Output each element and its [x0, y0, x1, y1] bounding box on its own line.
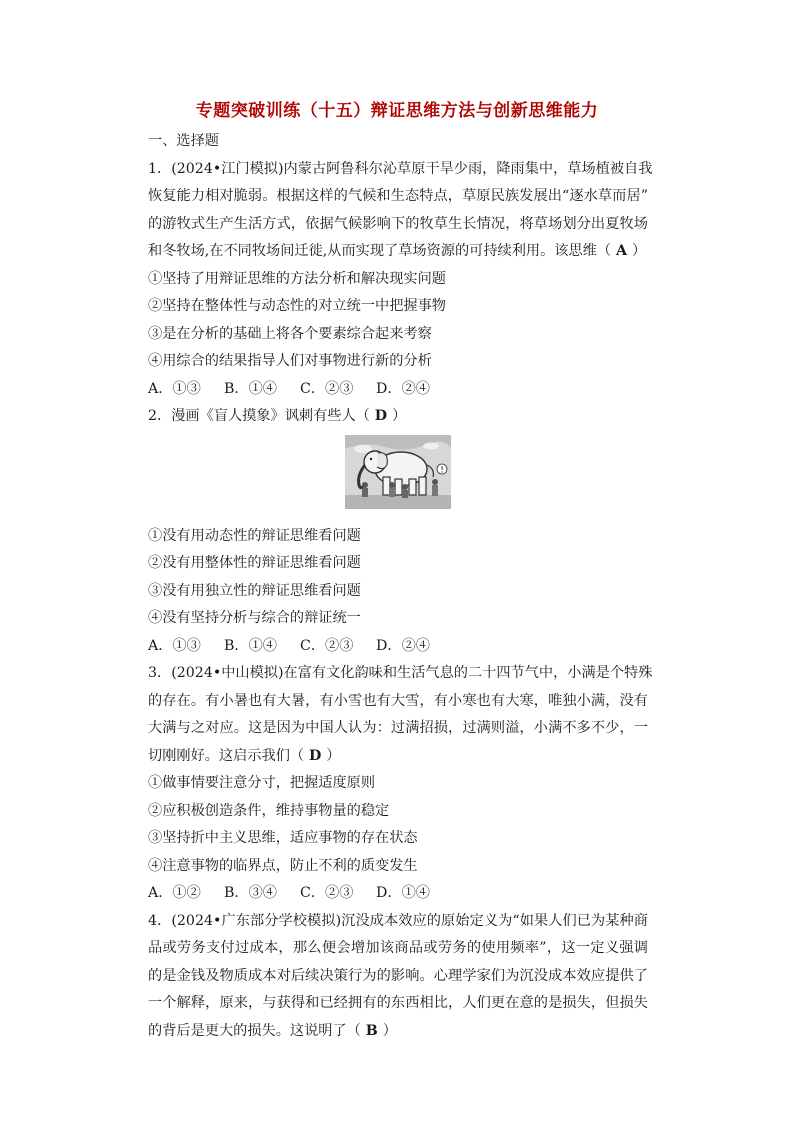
option-d: D．①④: [376, 885, 430, 901]
option-c: C．②③: [300, 637, 354, 654]
question-4-stem-line: 一个解释，原来，与获得和已经拥有的东西相比，人们更在意的是损失，但损失: [148, 995, 648, 1011]
question-1-item: ①坚持了用辩证思维的方法分析和解决现实问题: [148, 270, 446, 287]
page-title: 专题突破训练（十五）辩证思维方法与创新思维能力: [195, 101, 599, 121]
option-a: A．①③: [148, 637, 201, 654]
question-3-answer: D: [309, 747, 322, 764]
question-4: [148, 908, 648, 1046]
option-b: B．③④: [224, 885, 277, 901]
question-2-stem-text: 2．漫画《盲人摸象》讽刺有些人（: [148, 408, 370, 424]
question-1-answer: A: [615, 243, 627, 259]
option-b: B．①④: [224, 380, 277, 397]
question-2-options: [148, 633, 648, 661]
question-1-item: ④用综合的结果指导人们对事物进行新的分析: [148, 353, 432, 369]
question-1-stem-line: 1．(2024•江门模拟)内蒙古阿鲁科尔沁草原干旱少雨，降雨集中，草场植被自我: [148, 160, 653, 177]
question-2-item: ①没有用动态性的辩证思维看问题: [148, 527, 361, 544]
question-3-item: ④注意事物的临界点，防止不利的质变发生: [148, 857, 418, 874]
question-4-stem-line: 4．(2024•广东部分学校模拟)沉没成本效应的原始定义为“如果人们已为某种商: [148, 912, 648, 929]
question-4-answer: B: [365, 1022, 378, 1039]
question-list: [148, 128, 653, 1045]
question-2: [148, 403, 648, 660]
question-1-stem-line: [148, 238, 648, 266]
question-4-stem-line: 的是金钱及物质成本对后续决策行为的影响。心理学家们为沉没成本效应提供了: [148, 967, 648, 984]
question-1-options: [148, 376, 648, 404]
question-3-bracket: ）: [326, 747, 341, 764]
question-3-item: ②应积极创造条件，维持事物量的稳定: [148, 802, 390, 819]
option-b: B．①④: [224, 637, 277, 654]
cartoon-figure: [148, 431, 648, 523]
question-3-stem-line: 大满与之对应。这是因为中国人认为：过满招损，过满则溢，小满不多不少，一: [148, 720, 648, 736]
question-3-item: ①做事情要注意分寸，把握适度原则: [148, 775, 376, 791]
option-d: D．②④: [376, 637, 430, 654]
question-4-bracket: ）: [382, 1022, 397, 1039]
option-a: A．①②: [148, 885, 201, 901]
question-2-item: ②没有用整体性的辩证思维看问题: [148, 555, 361, 571]
question-3-options: [148, 880, 648, 908]
question-4-stem-line: [148, 1018, 648, 1046]
question-2-item: ③没有用独立性的辩证思维看问题: [148, 582, 361, 599]
question-1-bracket: ）: [631, 243, 647, 259]
question-3-stem-line: [148, 743, 648, 771]
option-d: D．②④: [376, 380, 430, 397]
question-1: [148, 156, 653, 404]
question-3-stem-end: 切刚刚好。这启示我们（: [148, 747, 305, 764]
option-c: C．②③: [300, 380, 354, 397]
question-3-stem-line: 的存在。有小暑也有大暑，有小雪也有大雪，有小寒也有大寒，唯独小满，没有: [148, 692, 648, 709]
question-2-bracket: ）: [392, 408, 407, 424]
section-heading: 一、选择题: [148, 133, 219, 149]
question-4-stem-end: 的背后是更大的损失。这说明了（: [148, 1022, 361, 1039]
blind-men-elephant-cartoon-image: [345, 435, 451, 509]
question-3: [148, 660, 653, 908]
question-1-stem-line: 恢复能力相对脆弱。根据这样的气候和生态特点，草原民族发展出“逐水草而居”: [148, 188, 648, 204]
question-3-stem-line: 3．(2024•中山模拟)在富有文化韵味和生活气息的二十四节气中，小满是个特殊: [148, 665, 653, 681]
question-2-item: ④没有坚持分析与综合的辩证统一: [148, 610, 361, 626]
question-1-item: ③是在分析的基础上将各个要素综合起来考察: [148, 325, 432, 342]
question-2-answer: D: [374, 408, 388, 424]
option-c: C．②③: [300, 885, 354, 901]
question-3-item: ③坚持折中主义思维，适应事物的存在状态: [148, 830, 418, 846]
question-1-item: ②坚持在整体性与动态性的对立统一中把握事物: [148, 298, 446, 314]
option-a: A．①③: [148, 380, 201, 397]
question-4-stem-line: 品或劳务支付过成本，那么便会增加该商品或劳务的使用频率”，这一定义强调: [148, 940, 648, 956]
question-2-stem: [148, 403, 648, 431]
question-1-stem-line: 的游牧式生产生活方式，依据气候影响下的牧草生长情况，将草场划分出夏牧场: [148, 215, 648, 232]
question-1-stem-end: 和冬牧场,在不同牧场间迁徙,从而实现了草场资源的可持续利用。该思维（: [148, 243, 612, 259]
